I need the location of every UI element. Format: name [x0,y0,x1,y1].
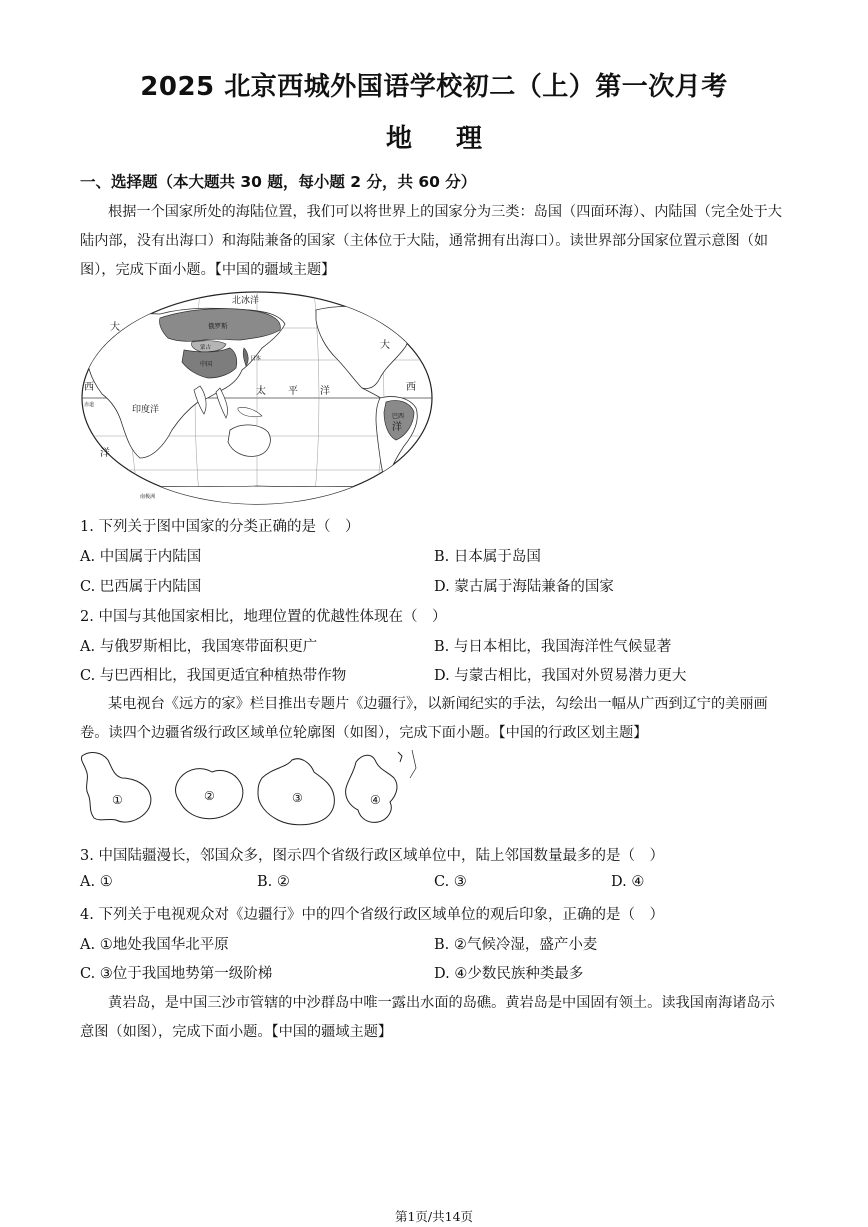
label-china: 中国 [200,361,213,368]
label-indian-ocean: 印度洋 [132,405,160,415]
q3-option-c[interactable]: C. ③ [434,874,467,890]
q1-option-c[interactable]: C. 巴西属于内陆国 [80,579,202,595]
label-yang-left: 洋 [100,448,110,459]
q2-option-d[interactable]: D. 与蒙古相比，我国对外贸易潜力更大 [434,668,687,684]
q2-option-b[interactable]: B. 与日本相比，我国海洋性气候显著 [434,639,672,655]
q3-option-a[interactable]: A. ① [80,874,113,890]
q2-option-c[interactable]: C. 与巴西相比，我国更适宜种植热带作物 [80,668,347,684]
outline-label-1: ① [112,793,123,807]
map-body [80,290,434,506]
label-mongolia: 蒙古 [200,345,212,351]
q1-option-a[interactable]: A. 中国属于内陆国 [80,549,202,565]
q3-option-d[interactable]: D. ④ [611,874,645,890]
q4-option-c[interactable]: C. ③位于我国地势第一级阶梯 [80,966,273,982]
label-da-right: 大 [380,340,390,351]
q2-option-a[interactable]: A. 与俄罗斯相比，我国寒带面积更广 [80,639,318,655]
q1-option-b[interactable]: B. 日本属于岛国 [434,549,541,565]
label-antarctica: 南极洲 [140,494,156,500]
subject-title: 地理 [385,124,526,154]
label-yang-right: 洋 [392,422,402,433]
q3-option-b[interactable]: B. ② [257,874,290,890]
label-equator: 赤道 [84,402,95,408]
question-4-stem: 4. 下列关于电视观众对《边疆行》中的四个省级行政区域单位的观后印象，正确的是（ ） [80,907,664,923]
label-xi-right: 西 [406,382,416,393]
label-pacific-2: 平 [288,386,298,397]
label-brazil: 巴西 [392,413,405,420]
question-3-stem: 3. 中国陆疆漫长，邻国众多，图示四个省级行政区域单位中，陆上邻国数量最多的是（ ） [80,848,664,864]
label-da-left: 大 [110,322,120,333]
q4-option-a[interactable]: A. ①地处我国华北平原 [80,937,229,953]
question-1-stem: 1. 下列关于图中国家的分类正确的是（ ） [80,519,360,535]
passage-1: 根据一个国家所处的海陆位置，我们可以将世界上的国家分为三类：岛国（四面环海）、内陆国（完全处于大陆内部，没有出海口）和海陆兼备的国家（主体位于大陆，通常拥有出海口）。读世界部分国家位置示意图（如图），完成下面小题。【中国的疆域主题】 [80,204,782,278]
world-map-figure [80,290,434,506]
passage-2: 某电视台《远方的家》栏目推出专题片《边疆行》，以新闻纪实的手法，勾绘出一幅从广西到辽宁的美丽画卷。读四个边疆省级行政区域单位轮廓图（如图），完成下面小题。【中国的行政区划主题】 [80,696,768,741]
q4-option-b[interactable]: B. ②气候冷湿，盛产小麦 [434,937,598,953]
exam-title: 2025 北京西城外国语学校初二（上）第一次月考 [140,72,728,102]
outline-label-2: ② [204,789,215,803]
outline-4 [346,755,397,822]
label-arctic: 北冰洋 [232,296,260,306]
q1-option-d[interactable]: D. 蒙古属于海陆兼备的国家 [434,579,614,595]
section-heading: 一、选择题（本大题共 30 题，每小题 2 分，共 60 分） [80,173,477,191]
q4-option-d[interactable]: D. ④少数民族种类最多 [434,966,584,982]
label-japan: 日本 [250,356,262,362]
page-number: 第1页/共14页 [394,1209,474,1224]
passage-3: 黄岩岛，是中国三沙市管辖的中沙群岛中唯一露出水面的岛礁。黄岩岛是中国固有领土。读我国南海诸岛示意图（如图），完成下面小题。【中国的疆域主题】 [80,995,775,1040]
outline-label-3: ③ [292,791,303,805]
outline-1 [81,753,150,823]
label-pacific-3: 洋 [320,386,330,397]
outline-label-4: ④ [370,793,381,807]
label-russia: 俄罗斯 [208,322,228,330]
label-pacific-1: 太 [256,386,266,397]
question-2-stem: 2. 中国与其他国家相比，地理位置的优越性体现在（ ） [80,609,447,625]
province-outlines-figure [76,748,426,832]
label-xi-left: 西 [84,382,94,393]
